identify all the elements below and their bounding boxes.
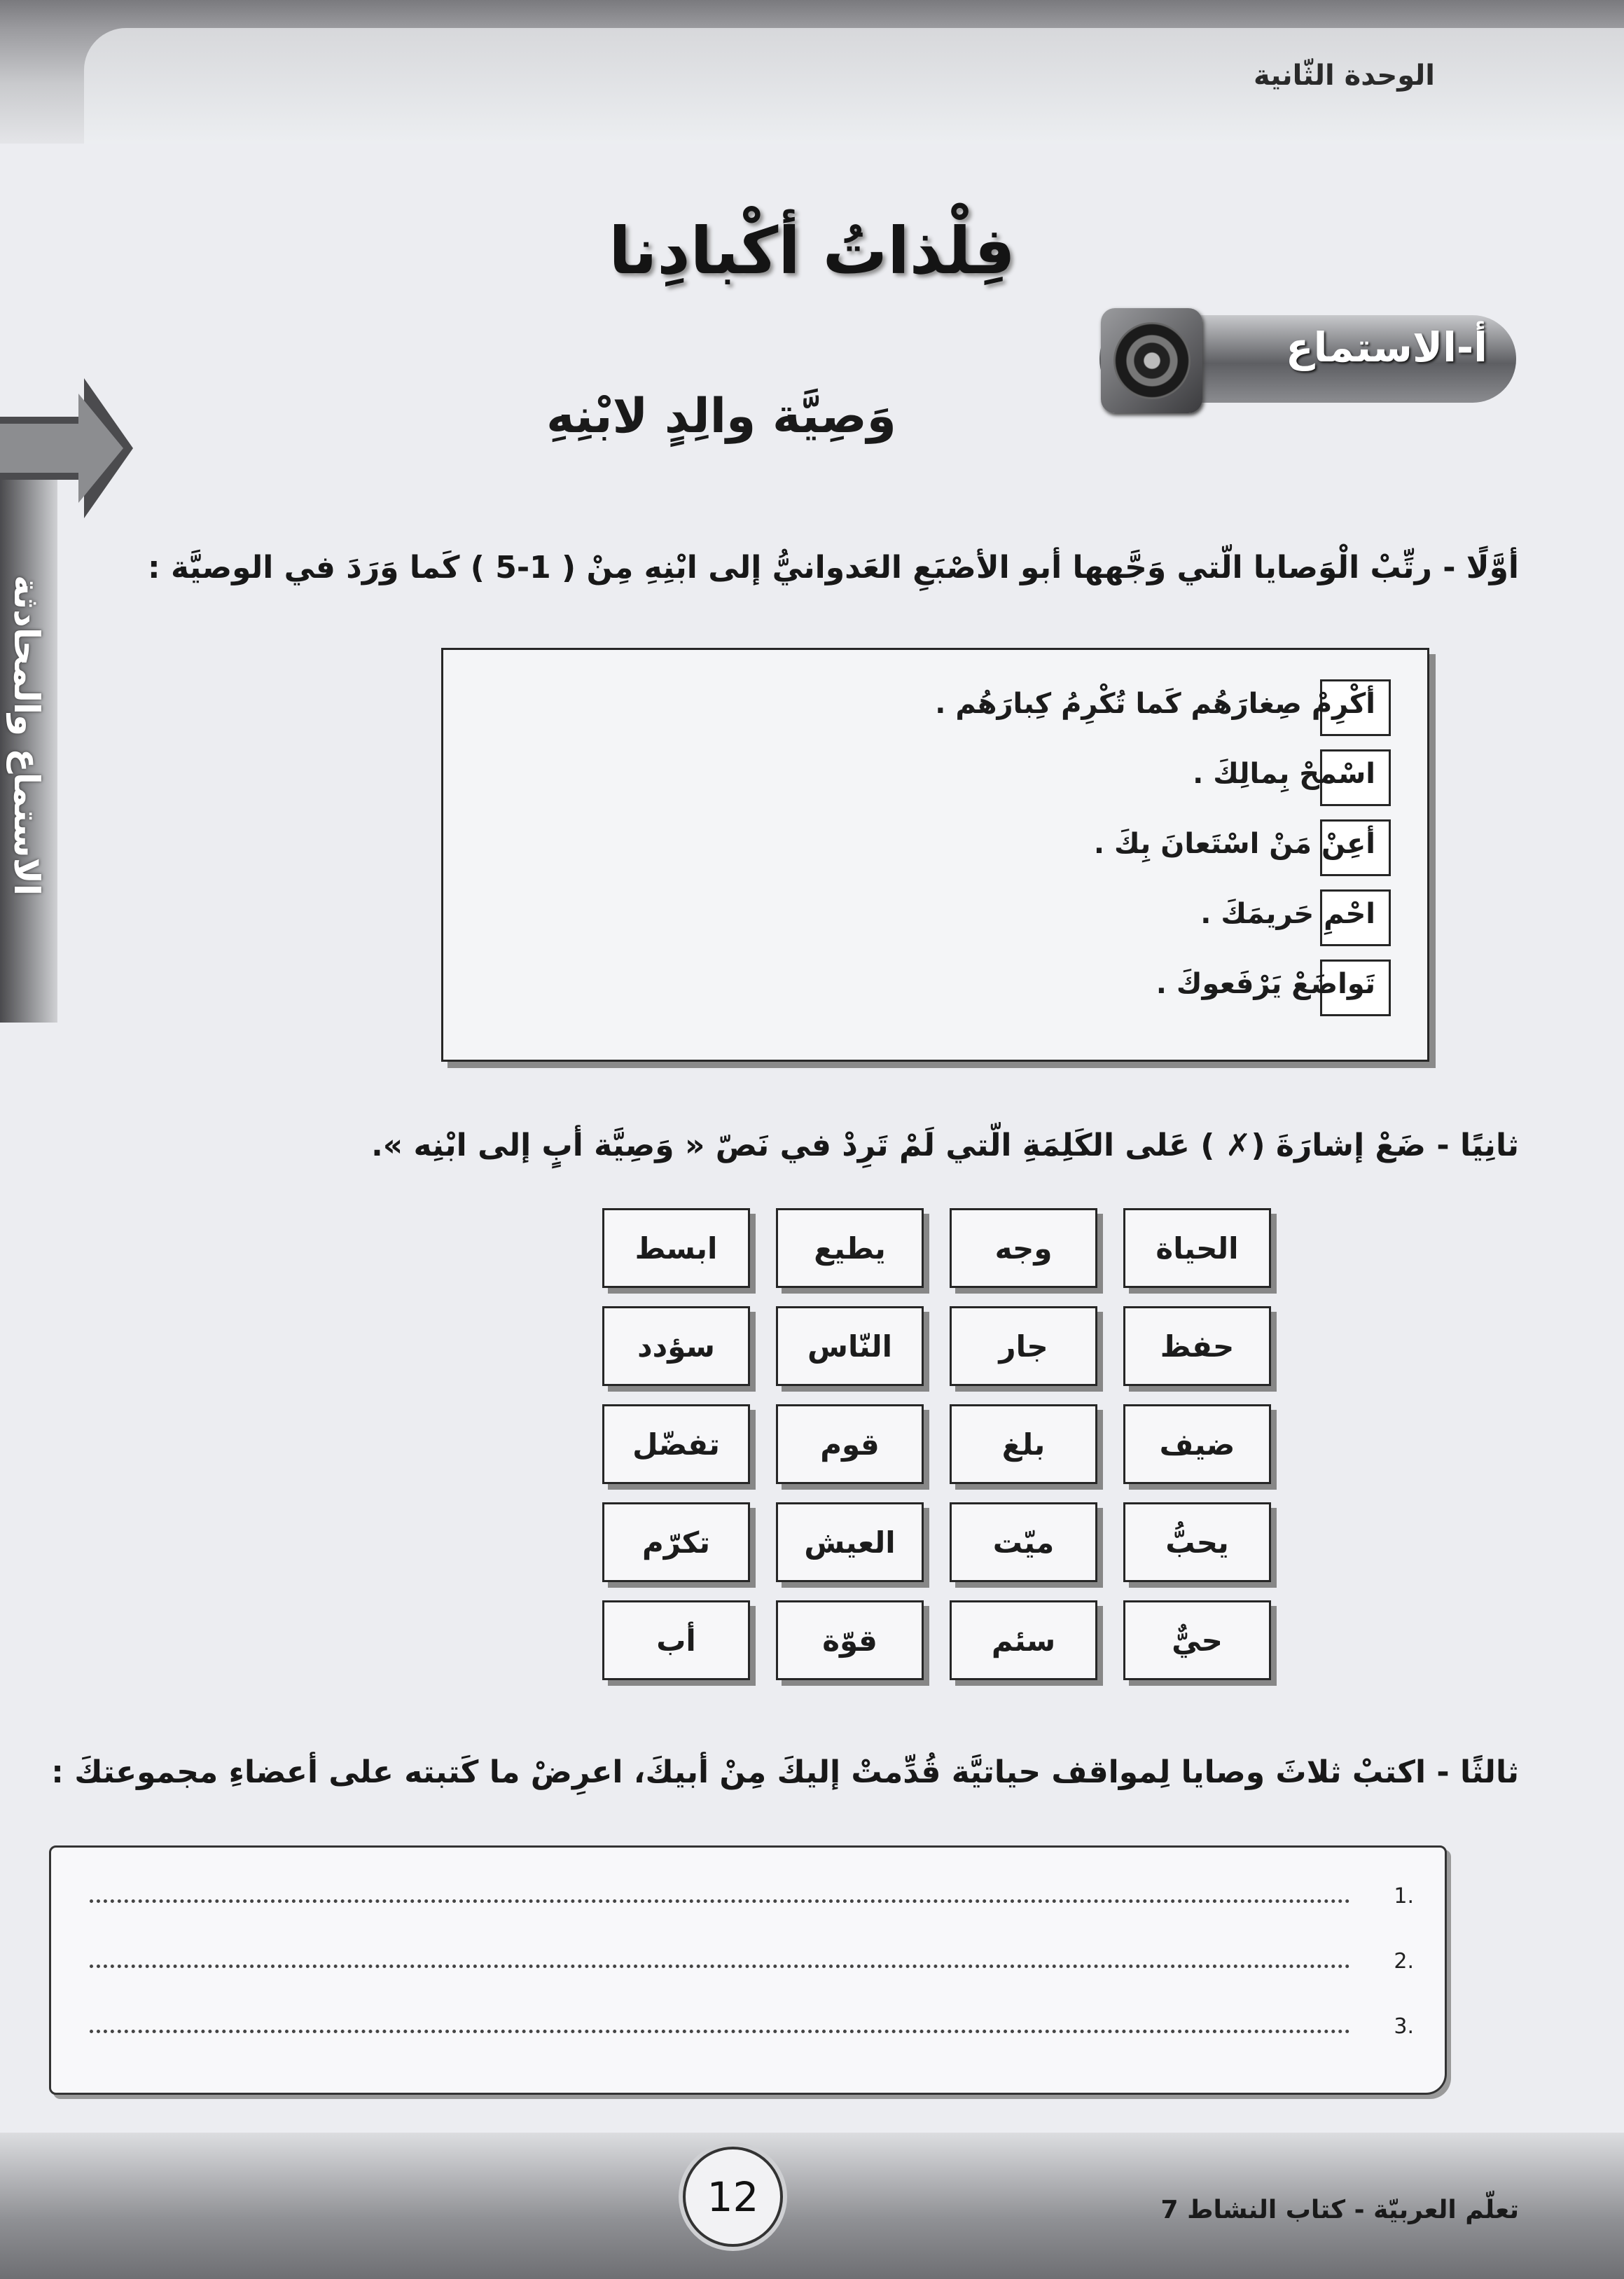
word-grid	[445, 1208, 1271, 1691]
question-3-prompt: ثالثًا - اكتبْ ثلاثَ وصايا لِمواقف حياتيَّة قُدِّمتْ إليكَ مِنْ أبيكَ، اعرِضْ ما كَتبته على أعضاءِ مجموعتكَ :	[51, 1754, 1519, 1790]
answer-line-1[interactable]	[90, 1899, 1350, 1903]
word-card[interactable]: حيٌّ	[1123, 1600, 1271, 1680]
word-card[interactable]: حفظ	[1123, 1306, 1271, 1386]
word-card[interactable]: بلغ	[950, 1404, 1097, 1484]
lesson-title: فِلْذاتُ أكْبادِنا	[609, 214, 1015, 289]
word-card[interactable]: قوم	[776, 1404, 924, 1484]
question-1-prompt: أوَّلًا - رتِّبْ الْوَصايا الّتي وَجَّهها أبو الأصْبَعِ العَدوانيُّ إلى ابْنِهِ مِنْ ( 1-5 ) كَما وَرَدَ في الوصيَّة :	[148, 550, 1519, 586]
lesson-subtitle: وَصِيَّة والِدٍ لابْنِهِ	[546, 389, 896, 444]
word-card[interactable]: العيش	[776, 1502, 924, 1582]
advice-item: أعِنْ مَنْ اسْتَعانَ بِكَ .	[1093, 828, 1375, 860]
book-title: تعلّم العربيّة - كتاب النشاط 7	[1160, 2196, 1519, 2224]
advice-item: احْمِ حَريمَكَ .	[1200, 898, 1375, 930]
word-card[interactable]: الحياة	[1123, 1208, 1271, 1288]
line-number: 1.	[1394, 1884, 1414, 1909]
answer-line-3[interactable]	[90, 2030, 1350, 2033]
word-card[interactable]: جار	[950, 1306, 1097, 1386]
section-label: أ-الاستماع	[1285, 324, 1487, 371]
word-card[interactable]: أب	[602, 1600, 750, 1680]
word-card[interactable]: النّاس	[776, 1306, 924, 1386]
line-number: 2.	[1394, 1949, 1414, 1974]
word-card[interactable]: ابسط	[602, 1208, 750, 1288]
writing-box	[49, 1845, 1447, 2095]
unit-title: الوحدة الثّانية	[1254, 60, 1435, 92]
page-number: 12	[683, 2147, 783, 2247]
word-card[interactable]: قوّة	[776, 1600, 924, 1680]
word-card[interactable]: وجه	[950, 1208, 1097, 1288]
advice-item: اسْمحْ بِمالِكَ .	[1193, 758, 1375, 790]
speaker-cone-icon	[1113, 322, 1191, 399]
line-number: 3.	[1394, 2014, 1414, 2039]
advice-item: أكْرِمْ صِغارَهُم كَما تُكْرِمُ كِبارَهُم .	[935, 688, 1375, 720]
word-card[interactable]: يطيع	[776, 1208, 924, 1288]
word-card[interactable]: يحبُّ	[1123, 1502, 1271, 1582]
word-card[interactable]: سؤدد	[602, 1306, 750, 1386]
word-card[interactable]: تفضّل	[602, 1404, 750, 1484]
advice-item: تَواضَعْ يَرْفَعوكَ .	[1155, 968, 1375, 1000]
word-card[interactable]: ميّت	[950, 1502, 1097, 1582]
question-2-prompt: ثانِيًا - ضَعْ إشارَةَ (✗ ) عَلى الكَلِمَةِ الّتي لَمْ تَرِدْ في نَصّ « وَصِيَّة أبٍ إلى ابْنِه ».	[371, 1128, 1519, 1163]
side-tab-label: الاستماع والمحادثة	[6, 575, 47, 896]
word-card[interactable]: ضيف	[1123, 1404, 1271, 1484]
word-card[interactable]: سئم	[950, 1600, 1097, 1680]
answer-line-2[interactable]	[90, 1965, 1350, 1968]
word-card[interactable]: تكرّم	[602, 1502, 750, 1582]
